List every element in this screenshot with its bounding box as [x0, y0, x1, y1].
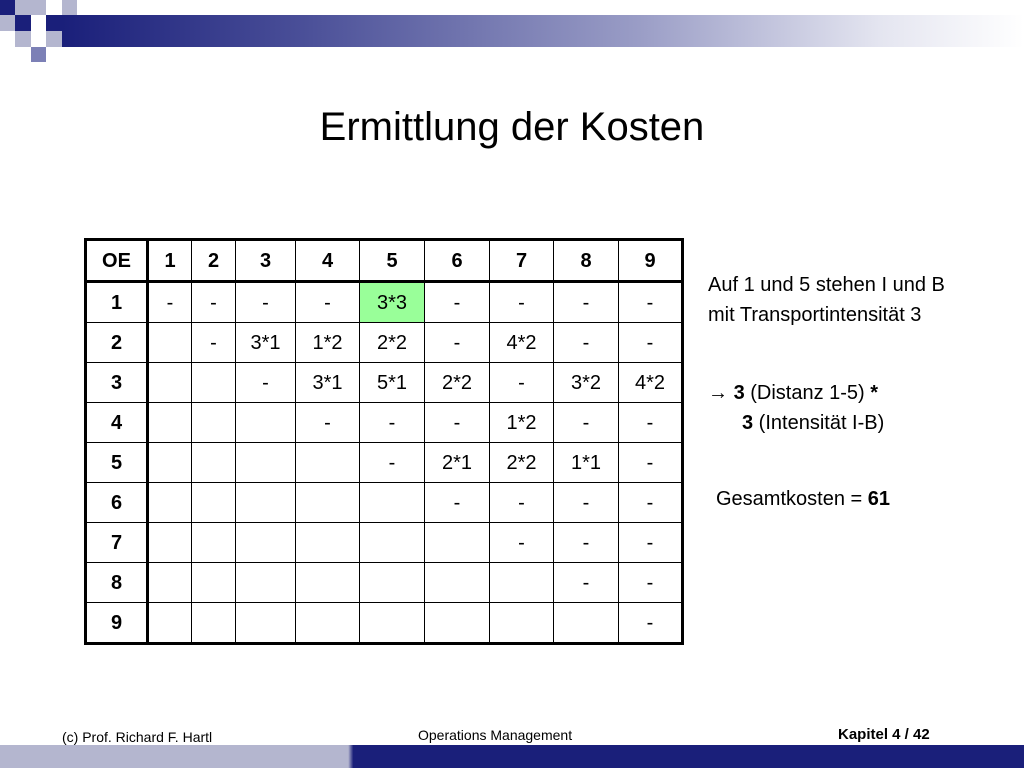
table-cell — [236, 603, 296, 644]
header-square — [0, 15, 15, 31]
explanation-text: Auf 1 und 5 stehen I und B mit Transportintensität 3 — [708, 274, 945, 326]
slide-title: Ermittlung der Kosten — [319, 105, 705, 149]
table-cell: - — [619, 443, 683, 483]
row-header-8: 8 — [86, 563, 148, 603]
table-cell — [148, 363, 192, 403]
table-cell — [236, 403, 296, 443]
total-cost — [716, 488, 890, 511]
table-cell: - — [192, 282, 236, 323]
table-cell — [148, 523, 192, 563]
table-cell: - — [148, 282, 192, 323]
table-cell: 1*2 — [296, 323, 360, 363]
table-cell: - — [490, 363, 554, 403]
row-header-4: 4 — [86, 403, 148, 443]
table-cell: - — [425, 282, 490, 323]
column-header-3: 3 — [236, 240, 296, 282]
row-header-7: 7 — [86, 523, 148, 563]
row-header-9: 9 — [86, 603, 148, 644]
table-cell: - — [554, 523, 619, 563]
table-corner-cell: OE — [86, 240, 148, 282]
table-cell — [236, 443, 296, 483]
footer-chapter: Kapitel 4 / 42 — [838, 726, 930, 743]
table-cell — [490, 563, 554, 603]
table-cell — [296, 443, 360, 483]
table-cell: - — [619, 603, 683, 644]
table-header-row — [86, 240, 683, 282]
table-cell — [425, 563, 490, 603]
header-square — [62, 0, 77, 15]
table-cell: 3*1 — [296, 363, 360, 403]
table-cell — [148, 563, 192, 603]
table-cell — [192, 443, 236, 483]
table-cell — [296, 563, 360, 603]
table-cell: 1*2 — [490, 403, 554, 443]
column-header-8: 8 — [554, 240, 619, 282]
table-row — [86, 483, 683, 523]
table-cell — [360, 483, 425, 523]
table-cell: - — [296, 282, 360, 323]
table-row — [86, 282, 683, 323]
table-cell — [148, 603, 192, 644]
table-cell: - — [490, 523, 554, 563]
cost-table — [84, 238, 684, 645]
table-row — [86, 403, 683, 443]
table-cell — [554, 603, 619, 644]
header-square — [46, 0, 62, 15]
column-header-4: 4 — [296, 240, 360, 282]
table-row — [86, 523, 683, 563]
table-cell: - — [360, 403, 425, 443]
table-cell: - — [236, 282, 296, 323]
table-cell: - — [554, 282, 619, 323]
header-square — [31, 47, 46, 62]
table-cell — [236, 523, 296, 563]
row-header-2: 2 — [86, 323, 148, 363]
table-cell: - — [296, 403, 360, 443]
table-cell — [236, 483, 296, 523]
header-square — [15, 15, 31, 31]
table-row — [86, 323, 683, 363]
table-cell — [360, 523, 425, 563]
table-cell — [192, 563, 236, 603]
total-cost-label: Gesamtkosten = — [716, 488, 868, 510]
intensity-value: 3 — [742, 412, 754, 434]
table-cell — [148, 323, 192, 363]
footer-author: (c) Prof. Richard F. Hartl — [62, 729, 213, 745]
table-cell — [296, 483, 360, 523]
table-cell — [148, 483, 192, 523]
column-header-7: 7 — [490, 240, 554, 282]
table-cell: - — [619, 483, 683, 523]
table-cell: - — [425, 403, 490, 443]
row-header-3: 3 — [86, 363, 148, 403]
header-square — [46, 31, 62, 47]
table-cell — [360, 563, 425, 603]
table-cell: - — [619, 323, 683, 363]
table-cell — [425, 603, 490, 644]
table-cell: 3*1 — [236, 323, 296, 363]
header-gradient-bar — [62, 15, 1024, 47]
table-cell: 5*1 — [360, 363, 425, 403]
header-square — [46, 15, 62, 31]
table-cell: - — [425, 323, 490, 363]
table-cell — [490, 603, 554, 644]
intensity-label: (Intensität I-B) — [753, 412, 885, 434]
table-cell: - — [490, 483, 554, 523]
table-cell — [192, 363, 236, 403]
column-header-5: 5 — [360, 240, 425, 282]
table-cell: 3*2 — [554, 363, 619, 403]
table-cell: 2*2 — [360, 323, 425, 363]
header-square — [31, 15, 46, 31]
table-cell: - — [236, 363, 296, 403]
table-cell: - — [619, 523, 683, 563]
table-cell: - — [619, 403, 683, 443]
table-cell — [296, 603, 360, 644]
table-row — [86, 363, 683, 403]
table-cell: 1*1 — [554, 443, 619, 483]
table-cell: 4*2 — [490, 323, 554, 363]
multiply-sign: * — [870, 382, 879, 404]
table-cell — [148, 403, 192, 443]
column-header-6: 6 — [425, 240, 490, 282]
table-cell: - — [360, 443, 425, 483]
table-row — [86, 603, 683, 644]
row-header-6: 6 — [86, 483, 148, 523]
row-header-1: 1 — [86, 282, 148, 323]
column-header-2: 2 — [192, 240, 236, 282]
table-cell: - — [554, 563, 619, 603]
table-cell: 2*1 — [425, 443, 490, 483]
column-header-1: 1 — [148, 240, 192, 282]
table-row — [86, 563, 683, 603]
table-cell: - — [192, 323, 236, 363]
table-cell: 4*2 — [619, 363, 683, 403]
table-cell: 2*2 — [490, 443, 554, 483]
footer-course: Operations Management — [418, 727, 573, 743]
table-cell — [192, 483, 236, 523]
table-cell: - — [554, 403, 619, 443]
row-header-5: 5 — [86, 443, 148, 483]
total-cost-value: 61 — [867, 488, 890, 510]
distance-label: (Distanz 1-5) — [744, 382, 871, 404]
table-cell — [360, 603, 425, 644]
column-header-9: 9 — [619, 240, 683, 282]
table-cell — [236, 563, 296, 603]
table-cell — [296, 523, 360, 563]
header-square — [15, 31, 31, 47]
header-square — [0, 0, 15, 15]
table-cell — [425, 523, 490, 563]
table-row — [86, 443, 683, 483]
table-cell: 3*3 — [360, 282, 425, 323]
table-cell — [148, 443, 192, 483]
footer-bar — [0, 745, 1024, 768]
table-cell: - — [619, 563, 683, 603]
table-cell: - — [554, 323, 619, 363]
table-cell — [192, 603, 236, 644]
table-cell: - — [425, 483, 490, 523]
table-cell: 2*2 — [425, 363, 490, 403]
calculation-block — [708, 378, 884, 438]
distance-value: 3 — [733, 382, 745, 404]
table-cell — [192, 403, 236, 443]
table-cell — [192, 523, 236, 563]
arrow-right-icon: → — [708, 382, 728, 404]
table-cell: - — [490, 282, 554, 323]
table-cell: - — [554, 483, 619, 523]
table-cell: - — [619, 282, 683, 323]
header-square — [15, 0, 46, 15]
